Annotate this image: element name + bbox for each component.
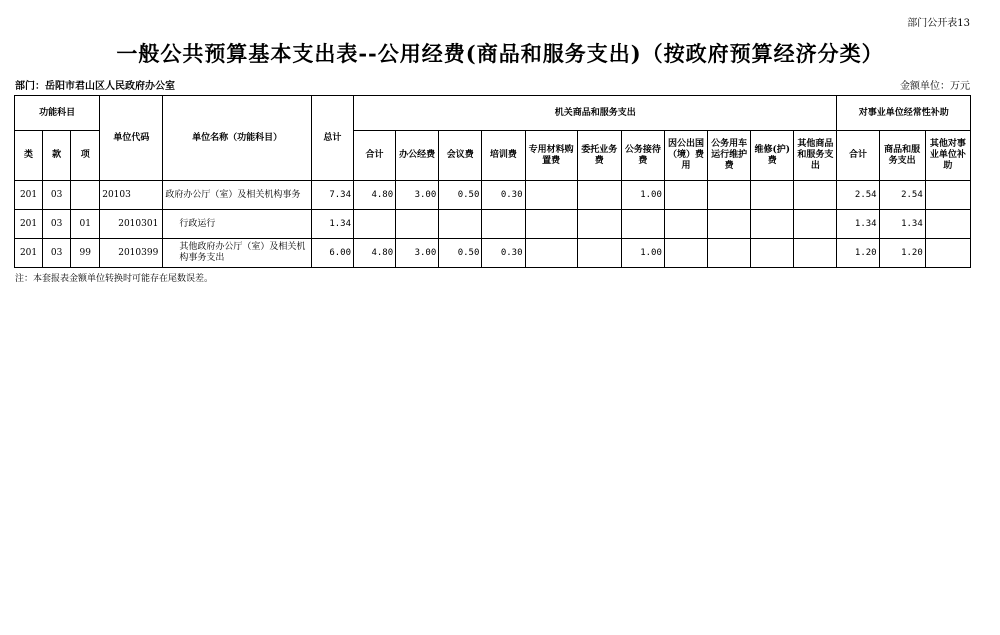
page-number: 部门公开表13 bbox=[907, 18, 970, 29]
org-col-header: 公务接待费 bbox=[621, 131, 664, 181]
subsidy-col-header: 其他对事业单位补助 bbox=[925, 131, 970, 181]
cell-org-value: 4.80 bbox=[354, 239, 396, 268]
unit-code-header: 单位代码 bbox=[100, 96, 163, 181]
cell-org-value bbox=[439, 210, 482, 239]
org-col-header: 公务用车运行维护费 bbox=[708, 131, 751, 181]
cell-section: 03 bbox=[43, 181, 71, 210]
org-col-header: 其他商品和服务支出 bbox=[794, 131, 837, 181]
cell-org-value bbox=[751, 239, 794, 268]
cell-org-value: 4.80 bbox=[354, 181, 396, 210]
section-header: 款 bbox=[43, 131, 71, 181]
cell-org-value bbox=[751, 181, 794, 210]
cell-total: 6.00 bbox=[311, 239, 353, 268]
department-label: 部门：岳阳市君山区人民政府办公室 bbox=[15, 81, 175, 92]
subsidy-col-header: 商品和服务支出 bbox=[879, 131, 925, 181]
cell-org-value: 0.50 bbox=[439, 181, 482, 210]
cell-class: 201 bbox=[15, 239, 43, 268]
cell-org-value bbox=[525, 239, 577, 268]
org-col-header: 会议费 bbox=[439, 131, 482, 181]
cell-item: 99 bbox=[71, 239, 100, 268]
cell-org-value bbox=[621, 210, 664, 239]
cell-class: 201 bbox=[15, 181, 43, 210]
org-col-header: 维修(护)费 bbox=[751, 131, 794, 181]
org-goods-header: 机关商品和服务支出 bbox=[354, 96, 837, 131]
org-col-header: 培训费 bbox=[482, 131, 525, 181]
cell-org-value: 0.30 bbox=[482, 239, 525, 268]
cell-org-value bbox=[525, 181, 577, 210]
cell-org-value: 3.00 bbox=[396, 181, 439, 210]
cell-org-value bbox=[751, 210, 794, 239]
class-header: 类 bbox=[15, 131, 43, 181]
cell-item bbox=[71, 181, 100, 210]
cell-unit-name: 其他政府办公厅（室）及相关机构事务支出 bbox=[163, 239, 311, 268]
cell-org-value bbox=[794, 210, 837, 239]
cell-org-value bbox=[525, 210, 577, 239]
subsidy-header: 对事业单位经常性补助 bbox=[837, 96, 971, 131]
cell-unit-code: 20103 bbox=[100, 181, 163, 210]
table-row bbox=[15, 239, 971, 268]
cell-class: 201 bbox=[15, 210, 43, 239]
cell-item: 01 bbox=[71, 210, 100, 239]
org-col-header: 办公经费 bbox=[396, 131, 439, 181]
cell-org-value: 0.50 bbox=[439, 239, 482, 268]
cell-org-value bbox=[482, 210, 525, 239]
cell-org-value bbox=[664, 210, 707, 239]
cell-subsidy-value bbox=[925, 210, 970, 239]
table-row bbox=[15, 181, 971, 210]
amount-unit-label: 金额单位：万元 bbox=[900, 81, 970, 92]
cell-org-value bbox=[708, 239, 751, 268]
cell-section: 03 bbox=[43, 239, 71, 268]
unit-name-header: 单位名称（功能科目） bbox=[163, 96, 311, 181]
cell-subsidy-value bbox=[925, 239, 970, 268]
cell-unit-name: 行政运行 bbox=[163, 210, 311, 239]
table-row bbox=[15, 210, 971, 239]
cell-subsidy-value bbox=[925, 181, 970, 210]
cell-total: 1.34 bbox=[311, 210, 353, 239]
budget-table bbox=[14, 95, 971, 268]
cell-org-value: 1.00 bbox=[621, 181, 664, 210]
cell-org-value: 1.00 bbox=[621, 239, 664, 268]
cell-org-value bbox=[794, 181, 837, 210]
func-subject-header: 功能科目 bbox=[15, 96, 100, 131]
cell-org-value bbox=[577, 181, 621, 210]
cell-org-value bbox=[396, 210, 439, 239]
total-header: 总计 bbox=[311, 96, 353, 181]
cell-org-value: 3.00 bbox=[396, 239, 439, 268]
org-col-header: 专用材料购置费 bbox=[525, 131, 577, 181]
cell-subsidy-value: 2.54 bbox=[837, 181, 879, 210]
org-col-header: 因公出国（境）费用 bbox=[664, 131, 707, 181]
org-col-header: 委托业务费 bbox=[577, 131, 621, 181]
cell-unit-code: 2010399 bbox=[100, 239, 163, 268]
cell-subsidy-value: 2.54 bbox=[879, 181, 925, 210]
cell-org-value bbox=[708, 210, 751, 239]
cell-section: 03 bbox=[43, 210, 71, 239]
page-title: 一般公共预算基本支出表--公用经费(商品和服务支出)（按政府预算经济分类） bbox=[116, 41, 884, 66]
cell-subsidy-value: 1.20 bbox=[879, 239, 925, 268]
cell-subsidy-value: 1.34 bbox=[879, 210, 925, 239]
cell-unit-name: 政府办公厅（室）及相关机构事务 bbox=[163, 181, 311, 210]
footnote: 注：本套报表金额单位转换时可能存在尾数误差。 bbox=[15, 274, 214, 284]
cell-org-value bbox=[664, 239, 707, 268]
cell-subsidy-value: 1.34 bbox=[837, 210, 879, 239]
subsidy-col-header: 合计 bbox=[837, 131, 879, 181]
cell-org-value bbox=[577, 239, 621, 268]
table-body bbox=[15, 181, 971, 268]
cell-unit-code: 2010301 bbox=[100, 210, 163, 239]
cell-total: 7.34 bbox=[311, 181, 353, 210]
cell-org-value bbox=[794, 239, 837, 268]
org-col-header: 合计 bbox=[354, 131, 396, 181]
cell-org-value: 0.30 bbox=[482, 181, 525, 210]
cell-org-value bbox=[577, 210, 621, 239]
item-header: 项 bbox=[71, 131, 100, 181]
cell-subsidy-value: 1.20 bbox=[837, 239, 879, 268]
cell-org-value bbox=[708, 181, 751, 210]
cell-org-value bbox=[664, 181, 707, 210]
cell-org-value bbox=[354, 210, 396, 239]
